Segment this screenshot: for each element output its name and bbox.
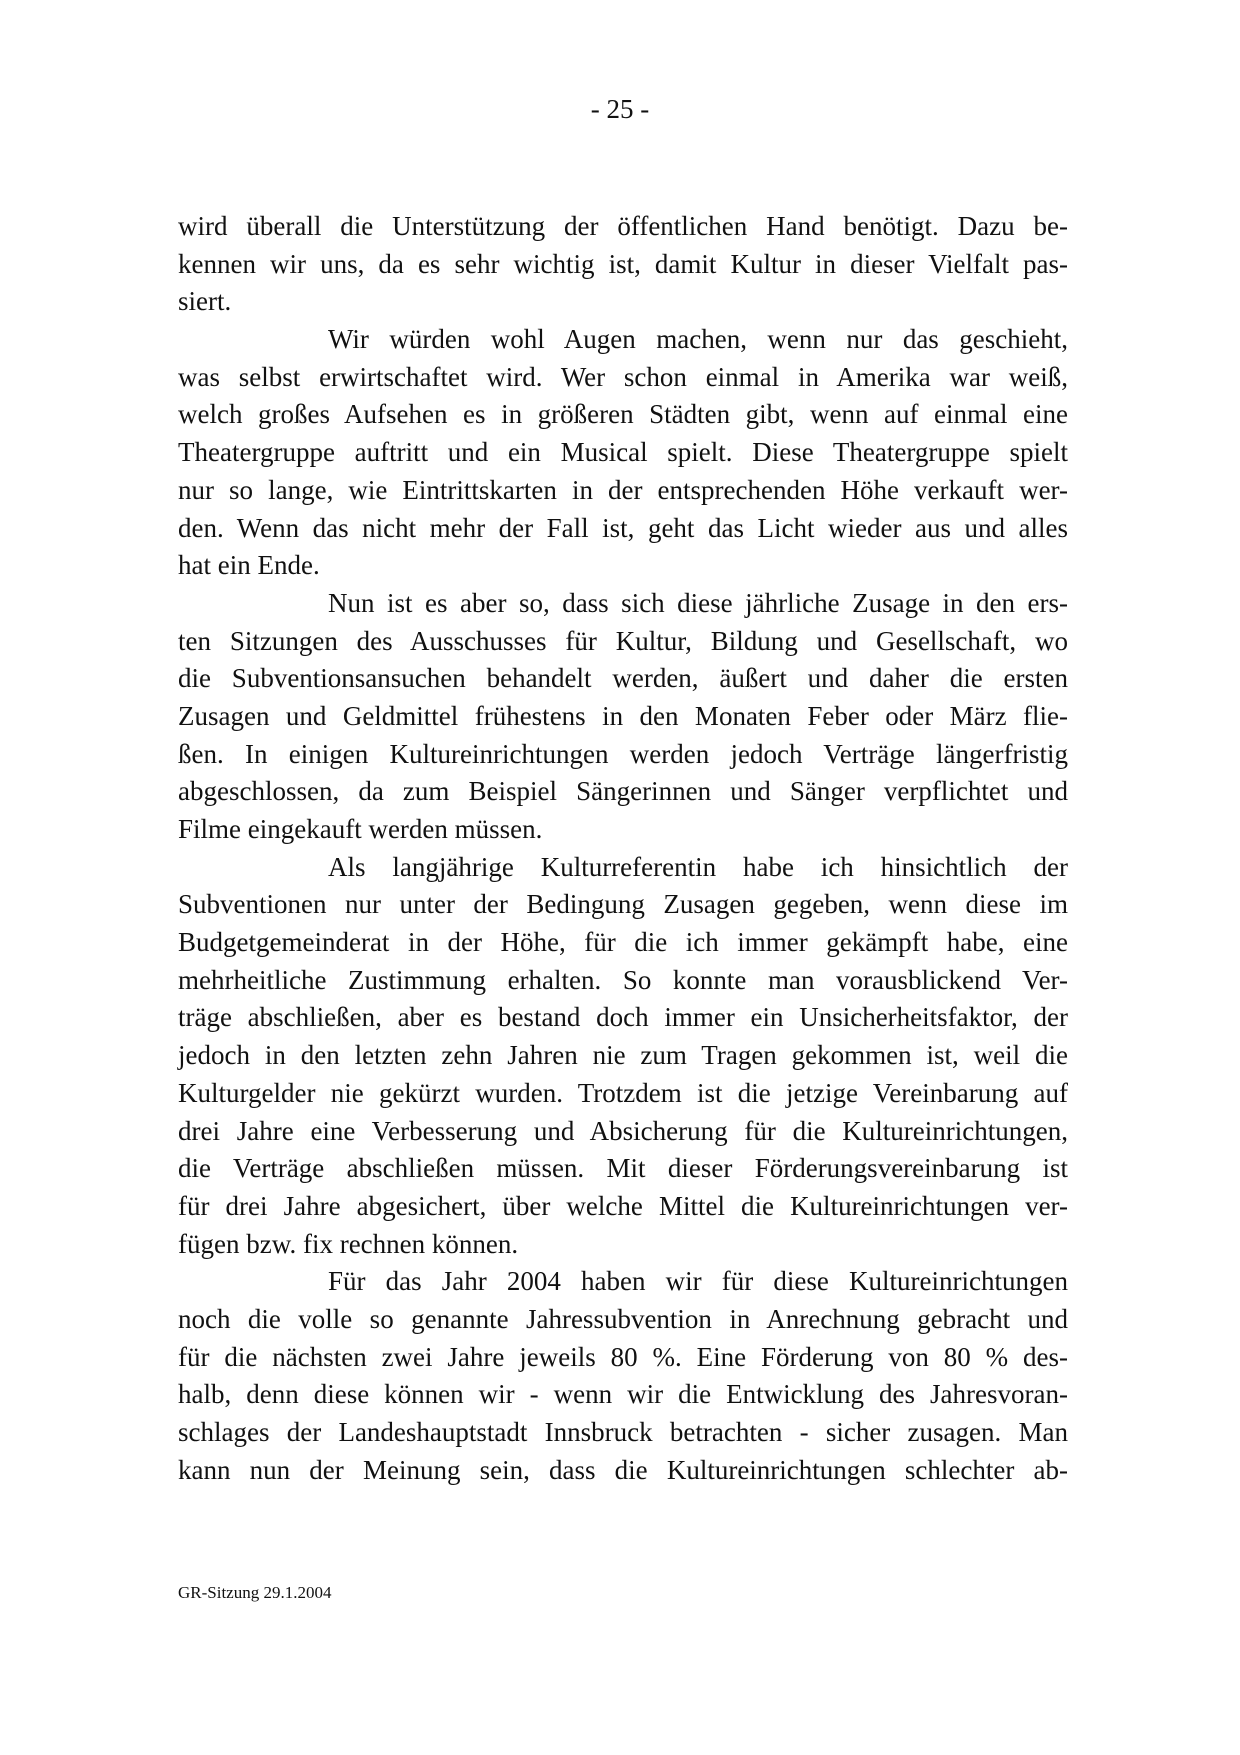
text-line: für die nächsten zwei Jahre jeweils 80 %. Eine Förderung von 80 % des- — [178, 1341, 1068, 1372]
text-line: schlages der Landeshauptstadt Innsbruck betrachten - sicher zusagen. Man — [178, 1417, 1068, 1447]
text-line: die Verträge abschließen müssen. Mit dieser Förderungsvereinbarung ist — [178, 1153, 1068, 1184]
paragraph — [178, 1263, 1068, 1489]
text-line: Als langjährige Kulturreferentin habe ich hinsichtlich der — [328, 851, 1068, 882]
text-line: Theatergruppe auftritt und ein Musical spielt. Diese Theatergruppe spielt — [178, 437, 1068, 468]
text-line: abgeschlossen, da zum Beispiel Sängerinnen und Sänger verpflichtet und — [178, 776, 1068, 807]
paragraph — [178, 585, 1068, 849]
text-line: wird überall die Unterstützung der öffentlichen Hand benötigt. Dazu be- — [178, 211, 1068, 241]
text-line: welch großes Aufsehen es in größeren Städten gibt, wenn auf einmal eine — [178, 399, 1068, 430]
text-line: hat ein Ende. — [178, 550, 320, 581]
text-line: ßen. In einigen Kultureinrichtungen werden jedoch Verträge längerfristig — [178, 738, 1068, 769]
text-line: halb, denn diese können wir - wenn wir die Entwicklung des Jahresvoran- — [178, 1379, 1068, 1410]
paragraph — [178, 849, 1068, 1264]
text-line: für drei Jahre abgesichert, über welche Mittel die Kultureinrichtungen ver- — [178, 1190, 1068, 1221]
text-line: Wir würden wohl Augen machen, wenn nur das geschieht, — [328, 324, 1068, 355]
text-line: Subventionen nur unter der Bedingung Zusagen gegeben, wenn diese im — [178, 889, 1068, 920]
text-line: träge abschließen, aber es bestand doch immer ein Unsicherheitsfaktor, der — [178, 1002, 1068, 1033]
text-line: drei Jahre eine Verbesserung und Absicherung für die Kultureinrichtungen, — [178, 1115, 1068, 1146]
paragraph — [178, 321, 1068, 585]
text-line: kann nun der Meinung sein, dass die Kultureinrichtungen schlechter ab- — [178, 1454, 1068, 1485]
text-line: Nun ist es aber so, dass sich diese jährliche Zusage in den ers- — [328, 587, 1068, 618]
text-line: Für das Jahr 2004 haben wir für diese Kultureinrichtungen — [328, 1266, 1068, 1297]
text-line: den. Wenn das nicht mehr der Fall ist, geht das Licht wieder aus und alles — [178, 512, 1068, 543]
body-text — [178, 208, 1068, 1489]
text-line: Budgetgemeinderat in der Höhe, für die ich immer gekämpft habe, eine — [178, 927, 1068, 958]
text-line: jedoch in den letzten zehn Jahren nie zum Tragen gekommen ist, weil die — [178, 1040, 1068, 1071]
text-line: fügen bzw. fix rechnen können. — [178, 1228, 519, 1259]
text-line: nur so lange, wie Eintrittskarten in der entsprechenden Höhe verkauft wer- — [178, 474, 1068, 505]
text-line: noch die volle so genannte Jahressubvention in Anrechnung gebracht und — [178, 1303, 1068, 1334]
text-line: kennen wir uns, da es sehr wichtig ist, damit Kultur in dieser Vielfalt pas- — [178, 248, 1068, 279]
text-line: was selbst erwirtschaftet wird. Wer schon einmal in Amerika war weiß, — [178, 361, 1068, 392]
text-line: Zusagen und Geldmittel frühestens in den Monaten Feber oder März flie- — [178, 700, 1068, 731]
text-line: mehrheitliche Zustimmung erhalten. So konnte man vorausblickend Ver- — [178, 964, 1068, 995]
page-number: - 25 - — [590, 94, 650, 124]
paragraph — [178, 208, 1068, 321]
footer-session-date: GR-Sitzung 29.1.2004 — [178, 1583, 332, 1602]
text-line: Kulturgelder nie gekürzt wurden. Trotzdem ist die jetzige Vereinbarung auf — [178, 1077, 1068, 1108]
text-line: siert. — [178, 286, 232, 317]
text-line: ten Sitzungen des Ausschusses für Kultur, Bildung und Gesellschaft, wo — [178, 625, 1068, 656]
text-line: die Subventionsansuchen behandelt werden, äußert und daher die ersten — [178, 663, 1068, 694]
text-line: Filme eingekauft werden müssen. — [178, 814, 543, 844]
